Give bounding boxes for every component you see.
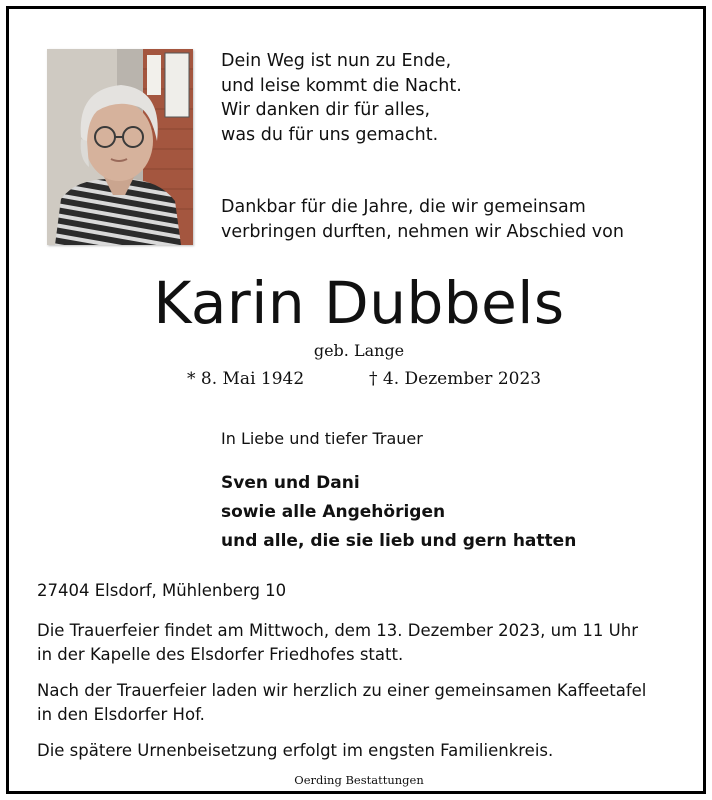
poem-line: Dein Weg ist nun zu Ende, (221, 51, 452, 71)
mourner-line: und alle, die sie lieb und gern hatten (221, 531, 577, 551)
poem-line: Wir danken dir für alles, (221, 100, 431, 120)
funeral-line: in der Kapelle des Elsdorfer Friedhofes statt. (37, 645, 404, 664)
mourner-line: Sven und Dani (221, 473, 360, 493)
maiden-name: geb. Lange (313, 341, 405, 360)
address: 27404 Elsdorf, Mühlenberg 10 (37, 581, 287, 600)
poem (221, 49, 462, 147)
obituary-frame (6, 6, 706, 794)
coffee-line: Nach der Trauerfeier laden wir herzlich zu einer gemeinsamen Kaffeetafel (37, 681, 647, 700)
burial-info (37, 739, 553, 763)
birth-date: * 8. Mai 1942 (187, 369, 305, 389)
coffee-info (37, 679, 646, 727)
mourner-line: sowie alle Angehörigen (221, 502, 446, 522)
death-date: † 4. Dezember 2023 (369, 369, 542, 389)
poem-line: was du für uns gemacht. (221, 124, 439, 145)
poem-line: und leise kommt die Nacht. (221, 75, 462, 96)
mourners-list (221, 469, 576, 556)
coffee-line: in den Elsdorfer Hof. (37, 705, 205, 724)
burial-line: Die spätere Urnenbeisetzung erfolgt im engsten Familienkreis. (37, 741, 554, 760)
undertaker-credit: Oerding Bestattungen (294, 773, 424, 787)
funeral-line: Die Trauerfeier findet am Mittwoch, dem 13. Dezember 2023, um 11 Uhr (37, 621, 638, 640)
farewell-intro (221, 195, 624, 244)
intro-line: verbringen durften, nehmen wir Abschied von (221, 221, 624, 242)
portrait-photo (47, 49, 193, 245)
funeral-info (37, 619, 638, 667)
intro-line: Dankbar für die Jahre, die wir gemeinsam (221, 197, 586, 217)
mourning-phrase: In Liebe und tiefer Trauer (221, 429, 423, 448)
deceased-name: Karin Dubbels (153, 269, 565, 337)
